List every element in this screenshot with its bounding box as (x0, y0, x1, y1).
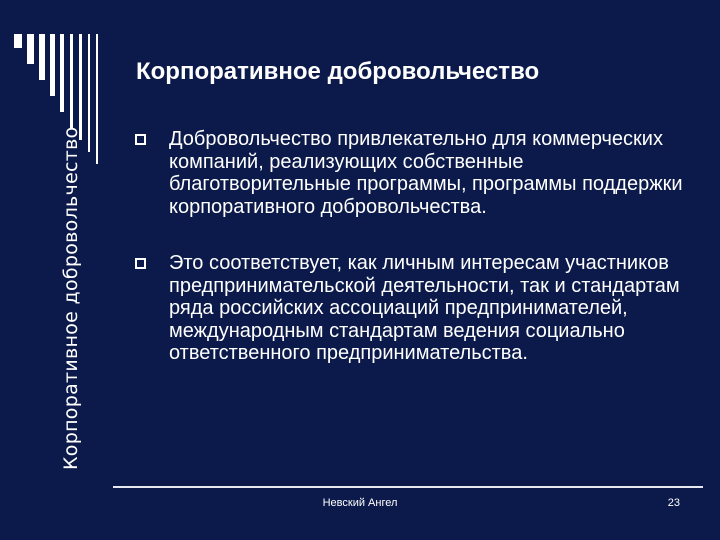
bullet-text: Это соответствует, как личным интересам участников предпринимательской деятельности, так и стандартам ряда российских ассоциаций предпринимателей, международным стандартам ведения социально ответственного предпринимательства. (169, 252, 680, 364)
bar-8 (88, 34, 90, 152)
bar-6 (70, 34, 73, 128)
bar-9 (96, 34, 98, 164)
side-title: Корпоративное добровольчество (60, 126, 82, 470)
bar-2 (27, 34, 34, 64)
bar-4 (50, 34, 55, 96)
bar-7 (79, 34, 82, 140)
slide-title: Корпоративное добровольчество (136, 58, 540, 85)
bar-3 (39, 34, 45, 80)
bullet-item (135, 252, 695, 365)
bar-1 (14, 34, 22, 48)
bar-5 (60, 34, 64, 112)
bullet-text: Добровольчество привлекательно для коммерческих компаний, реализующих собственные благотворительные программы, программы поддержки корпоративного добровольчества. (169, 128, 683, 218)
checkbox-icon (135, 258, 146, 269)
footer-divider (113, 486, 703, 488)
bullet-list (135, 128, 695, 365)
bullet-item (135, 128, 695, 218)
footer-author: Невский Ангел (322, 497, 398, 509)
page-number: 23 (667, 497, 680, 509)
checkbox-icon (135, 134, 146, 145)
